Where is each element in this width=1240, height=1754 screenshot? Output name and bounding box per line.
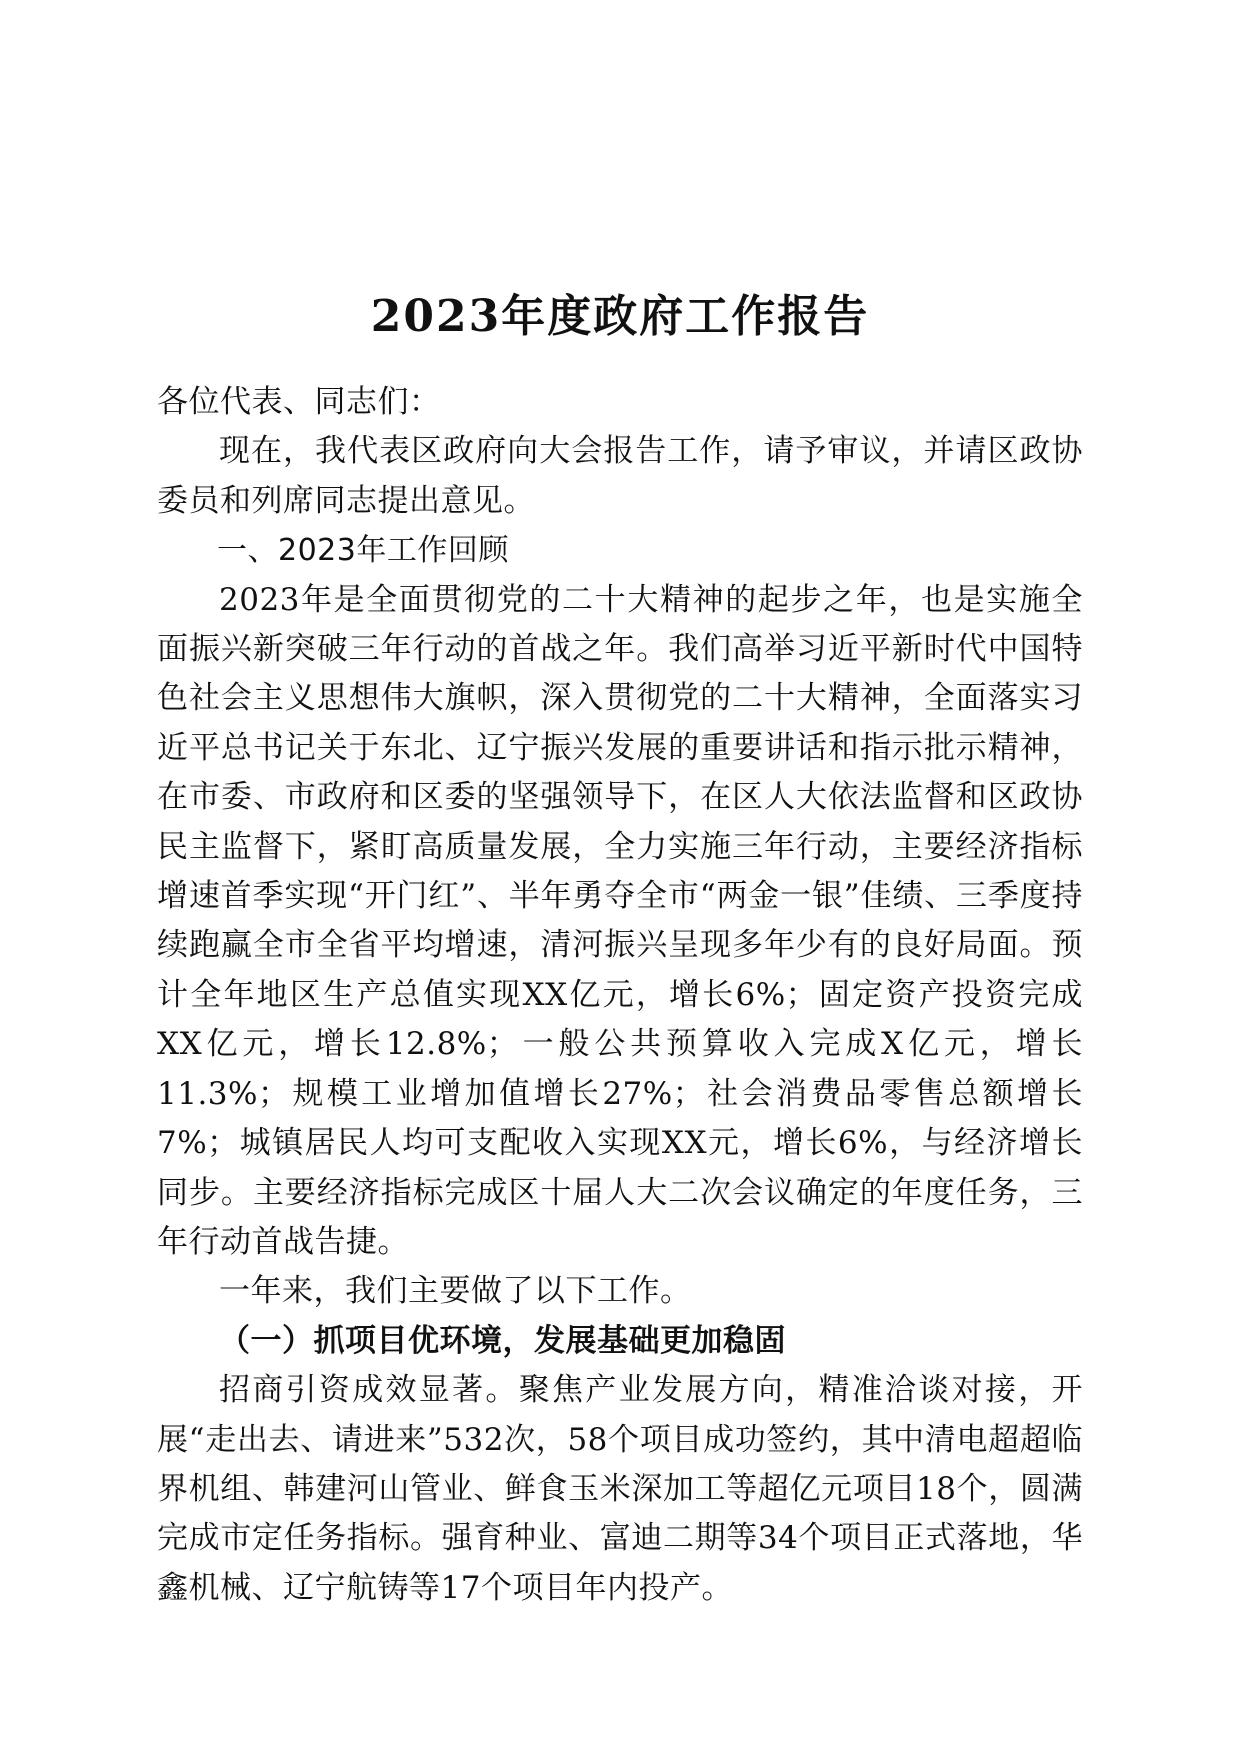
subsection-heading-projects: （一）抓项目优环境，发展基础更加稳固 xyxy=(219,1322,786,1359)
section-heading-review: 一、2023年工作回顾 xyxy=(217,533,509,569)
work-intro-paragraph: 一年来，我们主要做了以下工作。 xyxy=(219,1273,692,1310)
review-paragraph: 2023年是全面贯彻党的二十大精神的起步之年，也是实施全面振兴新突破三年行动的首战之年。我们高举习近平新时代中国特色社会主义思想伟大旗帜，深入贯彻党的二十大精神，全面落实习近平总书记关于东北、辽宁振兴发展的重要讲话和指示批示精神，在市委、市政府和区委的坚强领导下，在区人大依法监督和区政协民主监督下，紧盯高质量发展，全力实施三年行动，主要经济指标增速首季实现“开门红”、半年勇夺全市“两金一银”佳绩、三季度持续跑赢全市全省平均增速，清河振兴呈现多年少有的良好局面。预计全年地区生产总值实现XX亿元，增长6%；固定资产投资完成XX亿元，增长12.8%；一般公共预算收入完成X亿元，增长11.3%；规模工业增加值增长27%；社会消费品零售总额增长7%；城镇居民人均可支配收入实现XX元，增长6%，与经济增长同步。主要经济指标完成区十届人大二次会议确定的年度任务，三年行动首战告捷。 xyxy=(157,581,1083,1260)
document-body xyxy=(157,378,1083,1613)
document-title: 2023年度政府工作报告 xyxy=(370,291,870,343)
intro-paragraph: 现在，我代表区政府向大会报告工作，请予审议，并请区政协委员和列席同志提出意见。 xyxy=(157,433,1083,519)
salutation: 各位代表、同志们： xyxy=(157,384,441,420)
investment-paragraph: 招商引资成效显著。聚焦产业发展方向，精准洽谈对接，开展“走出去、请进来”532次，58个项目成功签约，其中清电超超临界机组、韩建河山管业、鲜食玉米深加工等超亿元项目18个，圆满完成市定任务指标。强育种业、富迪二期等34个项目正式落地，华鑫机械、辽宁航铸等17个项目年内投产。 xyxy=(157,1372,1083,1606)
